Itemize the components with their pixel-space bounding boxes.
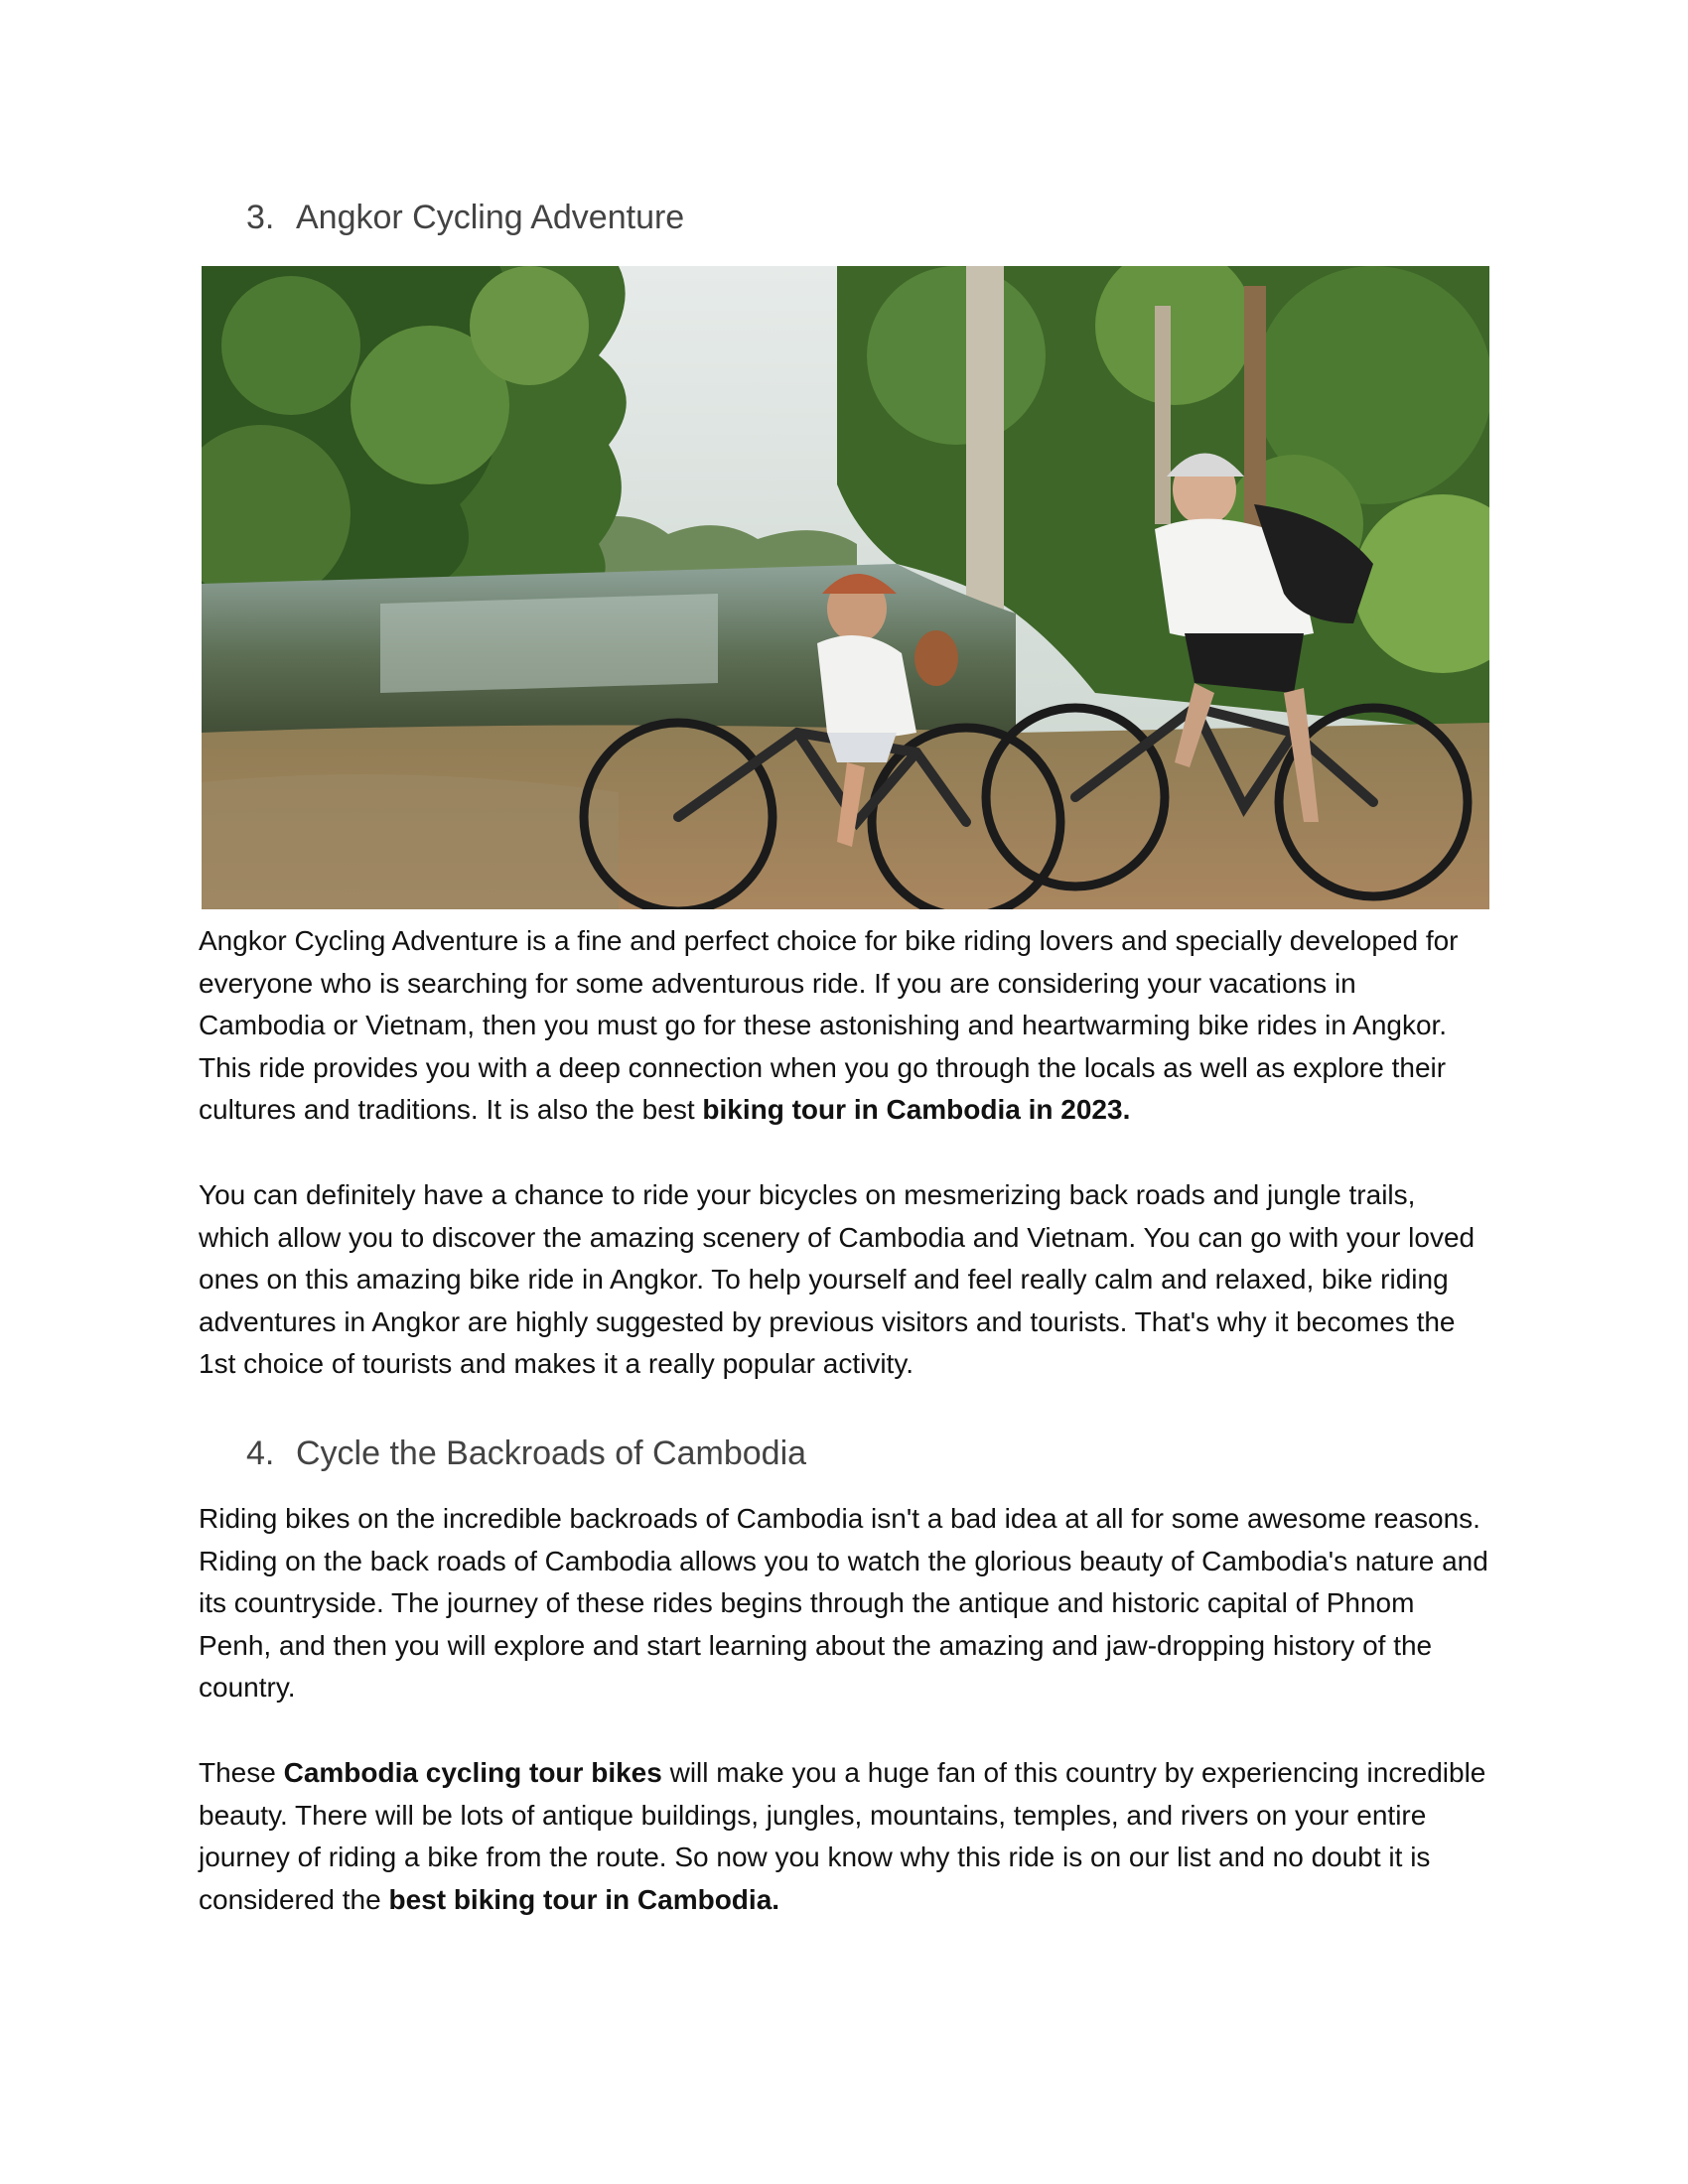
section-3-heading [246,199,684,237]
section-4-paragraph-1: Riding bikes on the incredible backroads of Cambodia isn't a bad idea at all for some awesome reasons. Riding on the back roads of Cambodia allows you to watch the glorious beauty of Cambodia's nature and its countryside. The journey of these rides begins through the antique and historic capital of Phnom Penh, and then you will explore and start learning about the amazing and jaw-dropping history of the country. [199,1503,1488,1703]
section-4-heading [246,1434,806,1473]
section-3-paragraph-2: You can definitely have a chance to ride your bicycles on mesmerizing back roads and jungle trails, which allow you to discover the amazing scenery of Cambodia and Vietnam. You can go with your loved ones on this amazing bike ride in Angkor. To help yourself and feel really calm and relaxed, bike riding adventures in Angkor are highly suggested by previous visitors and tourists. That's why it becomes the 1st choice of tourists and makes it a really popular activity. [199,1179,1476,1379]
section-3-title: Angkor Cycling Adventure [296,199,685,236]
section-4-paragraph-2-pre: These [199,1757,284,1788]
section-4-paragraph-2 [199,1752,1489,1921]
section-4-paragraph-2-bold-1: Cambodia cycling tour bikes [283,1757,662,1788]
section-4-title: Cycle the Backroads of Cambodia [296,1434,807,1472]
section-4-paragraph-2-mid: will make you a huge fan of this country by experiencing incredible beauty. There will be lots of antique buildings, jungles, mountains, temples, and rivers on your entire journey of riding a bike from the route. So now you know why this ride is on our list and no doubt it is considered the [199,1757,1486,1915]
section-3-paragraph-1-text: Angkor Cycling Adventure is a fine and perfect choice for bike riding lovers and specially developed for everyone who is searching for some adventurous ride. If you are considering your vacations in Cambodia or Vietnam, then you must go for these astonishing and heartwarming bike rides in Angkor. This ride provides you with a deep connection when you go through the locals as well as explore their cultures and traditions. It is also the best [199,925,1459,1125]
section-4-paragraph-2-bold-2: best biking tour in Cambodia. [388,1883,780,1915]
photo-illustration [202,266,1489,909]
section-3-paragraph-1 [199,920,1489,1132]
section-3-paragraph-1-bold: biking tour in Cambodia in 2023. [702,1094,1131,1125]
section-4-number: 4. [246,1434,275,1472]
section-3-number: 3. [246,199,275,236]
cyclists-photo-icon [202,266,1489,909]
